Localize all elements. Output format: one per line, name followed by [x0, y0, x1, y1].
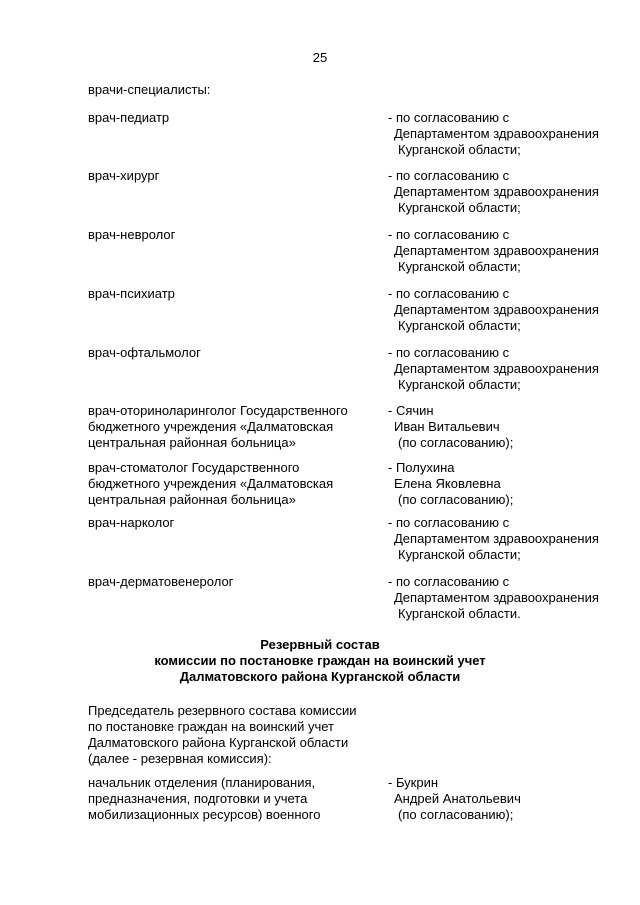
intro-line: Председатель резервного состава комиссии: [88, 703, 357, 718]
role-line: врач-психиатр: [88, 286, 175, 301]
member-role: [88, 460, 378, 508]
member-role: [88, 775, 378, 823]
member-assignment: [388, 515, 628, 563]
intro-line: Далматовского района Курганской области: [88, 735, 349, 750]
member-assignment: [388, 403, 628, 451]
member-role: [88, 403, 378, 451]
role-line: врач-педиатр: [88, 110, 170, 125]
assign-line: Курганской области;: [398, 200, 521, 215]
assign-line: Курганской области;: [398, 318, 521, 333]
assign-line: Департаментом здравоохранения: [394, 590, 599, 605]
assign-line: Департаментом здравоохранения: [394, 302, 599, 317]
role-line: начальник отделения (планирования,: [88, 775, 316, 790]
assign-line: Департаментом здравоохранения: [394, 531, 599, 546]
role-line: врач-офтальмолог: [88, 345, 201, 360]
role-line: мобилизационных ресурсов) военного: [88, 807, 321, 822]
member-assignment: [388, 110, 628, 158]
assign-line: - по согласованию с: [388, 168, 510, 183]
member-assignment: [388, 345, 628, 393]
title-line: Резервный состав: [260, 637, 380, 652]
assign-line: Елена Яковлевна: [394, 476, 501, 491]
assign-line: (по согласованию);: [398, 435, 514, 450]
assign-line: Андрей Анатольевич: [394, 791, 521, 806]
member-assignment: [388, 227, 628, 275]
assign-line: - Букрин: [388, 775, 439, 790]
assign-line: - по согласованию с: [388, 110, 510, 125]
assign-line: - Полухина: [388, 460, 455, 475]
assign-line: (по согласованию);: [398, 807, 514, 822]
member-role: [88, 286, 378, 302]
title-line: комиссии по постановке граждан на воинский учет: [154, 653, 486, 668]
member-role: [88, 168, 378, 184]
assign-line: Курганской области;: [398, 142, 521, 157]
role-line: бюджетного учреждения «Далматовская: [88, 476, 334, 491]
role-line: бюджетного учреждения «Далматовская: [88, 419, 334, 434]
role-line: центральная районная больница»: [88, 435, 296, 450]
title-line: Далматовского района Курганской области: [179, 669, 461, 684]
assign-line: Курганской области;: [398, 377, 521, 392]
group-heading: врачи-специалисты:: [88, 82, 211, 97]
member-assignment: [388, 168, 628, 216]
assign-line: Департаментом здравоохранения: [394, 184, 599, 199]
assign-line: Курганской области;: [398, 259, 521, 274]
assign-line: Департаментом здравоохранения: [394, 361, 599, 376]
assign-line: - по согласованию с: [388, 574, 510, 589]
assign-line: - по согласованию с: [388, 227, 510, 242]
role-line: предназначения, подготовки и учета: [88, 791, 308, 806]
role-line: врач-невролог: [88, 227, 176, 242]
assign-line: - Сячин: [388, 403, 434, 418]
assign-line: - по согласованию с: [388, 515, 510, 530]
role-line: центральная районная больница»: [88, 492, 296, 507]
member-assignment: [388, 286, 628, 334]
role-line: врач-хирург: [88, 168, 160, 183]
intro-line: по постановке граждан на воинский учет: [88, 719, 334, 734]
member-role: [88, 345, 378, 361]
assign-line: (по согласованию);: [398, 492, 514, 507]
member-role: [88, 515, 378, 531]
assign-line: Курганской области.: [398, 606, 521, 621]
assign-line: Департаментом здравоохранения: [394, 126, 599, 141]
member-role: [88, 227, 378, 243]
member-assignment: [388, 574, 628, 622]
reserve-intro: [88, 703, 388, 767]
role-line: врач-оториноларинголог Государственного: [88, 403, 348, 418]
member-assignment: [388, 460, 628, 508]
member-role: [88, 574, 378, 590]
intro-line: (далее - резервная комиссия):: [88, 751, 272, 766]
assign-line: Иван Витальевич: [394, 419, 500, 434]
role-line: врач-стоматолог Государственного: [88, 460, 300, 475]
page-number: 25: [312, 50, 328, 65]
assign-line: - по согласованию с: [388, 286, 510, 301]
assign-line: - по согласованию с: [388, 345, 510, 360]
role-line: врач-дерматовенеролог: [88, 574, 234, 589]
member-role: [88, 110, 378, 126]
member-assignment: [388, 775, 628, 823]
assign-line: Курганской области;: [398, 547, 521, 562]
reserve-section-title: [0, 637, 640, 685]
role-line: врач-нарколог: [88, 515, 175, 530]
assign-line: Департаментом здравоохранения: [394, 243, 599, 258]
